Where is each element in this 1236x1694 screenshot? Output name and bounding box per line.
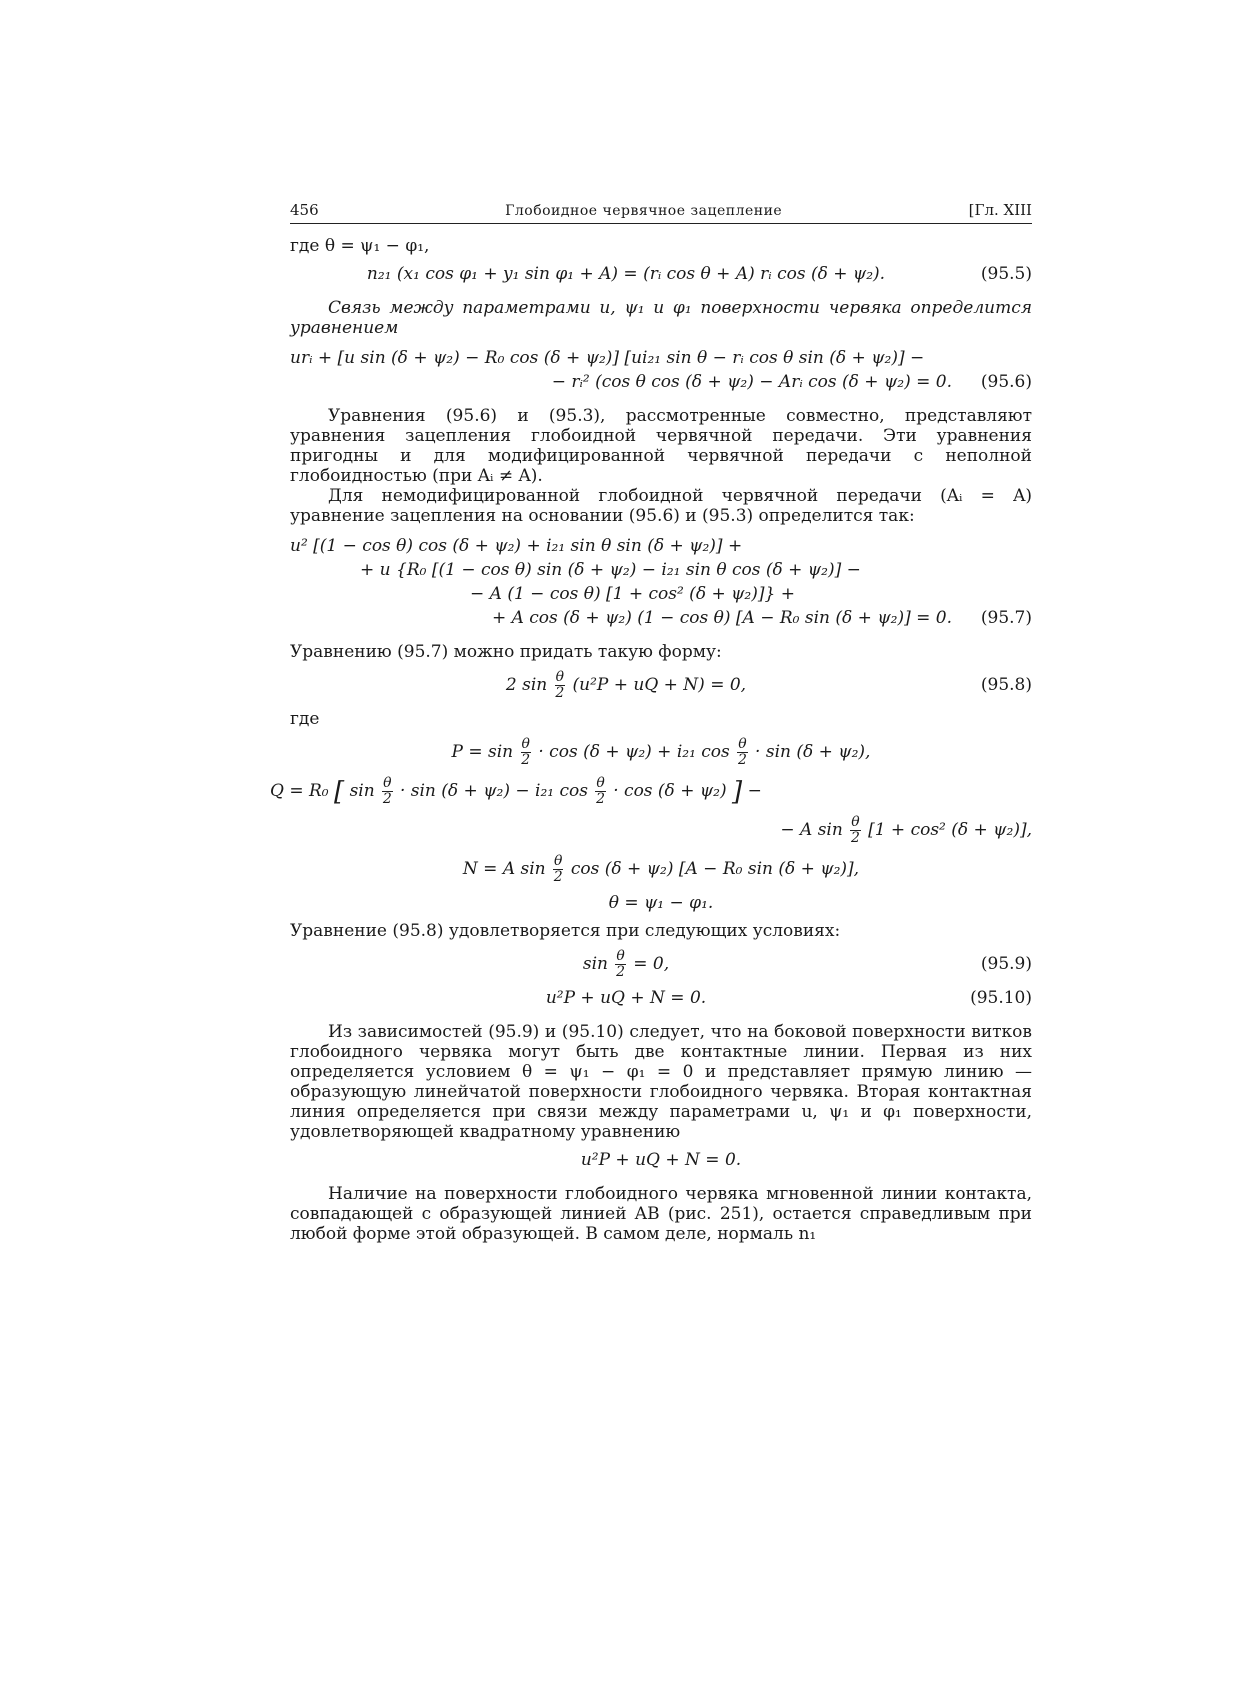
paragraph: Уравнения (95.6) и (95.3), рассмотренные совместно, представляют уравнения зацепления глобоидной червячной передачи. Эти уравнения пригодны и для модифицированной червячной передачи с неполной глобоидностью (при Aᵢ ≠ A). xyxy=(290,406,1032,486)
paragraph: Из зависимостей (95.9) и (95.10) следует, что на боковой поверхности витков глобоидного червяка могут быть две контактные линии. Первая из них определяется условием θ = ψ₁ − φ₁ = 0 и представляет прямую линию — образующую линейчатой поверхности глобоидного червяка. Вторая контактная линия определяется при связи между параметрами u, ψ₁ и φ₁ поверхности, удовлетворяющей квадратному уравнению xyxy=(290,1022,1032,1142)
equation-quadratic: u²P + uQ + N = 0. xyxy=(580,1150,742,1170)
intro-where: где θ = ψ₁ − φ₁, xyxy=(290,236,430,256)
equation-N: N = A sin $\frac{\theta}{2}$ cos (δ + ψ₂) [A − R₀ sin (δ + ψ₂)], xyxy=(462,853,860,885)
equation-95-9: sin $\frac{\theta}{2}$ = 0, (95.9) xyxy=(582,948,1032,980)
equation-95-10 xyxy=(290,988,1032,1008)
equation-line: + A cos (δ + ψ₂) (1 − cos θ) [A − R₀ sin (δ + ψ₂)] = 0. xyxy=(491,608,952,628)
fraction: $\frac{\theta}{2}$ xyxy=(616,948,626,980)
equation-line: u² [(1 − cos θ) cos (δ + ψ₂) + i₂₁ sin θ sin (δ + ψ₂)] + xyxy=(290,536,743,556)
running-title: Глобоидное червячное зацепление xyxy=(505,203,783,219)
equation-line: − rᵢ² (cos θ cos (δ + ψ₂) − Arᵢ cos (δ + ψ₂) = 0. xyxy=(551,372,952,392)
paragraph: Уравнению (95.7) можно придать такую форму: xyxy=(290,642,722,662)
equation-95-6 xyxy=(290,348,1032,392)
equation-number: (95.6) xyxy=(980,372,1032,392)
equation-95-8 xyxy=(290,670,1032,701)
equation-Q: Q = R₀ [ sin $\frac{\theta}{2}$ · sin (δ + ψ₂) − i₂₁ cos $\frac{\theta}{2}$ · cos (δ + ψ₂) ] − xyxy=(270,775,762,807)
equation-line: + u {R₀ [(1 − cos θ) sin (δ + ψ₂) − i₂₁ sin θ cos (δ + ψ₂)] − xyxy=(360,560,861,580)
paragraph: Для немодифицированной глобоидной червячной передачи (Aᵢ = A) уравнение зацепления на основании (95.6) и (95.3) определится так: xyxy=(290,486,1032,526)
equation-theta: θ = ψ₁ − φ₁. xyxy=(608,893,714,913)
equation-body: n₂₁ (x₁ cos φ₁ + y₁ sin φ₁ + A) = (rᵢ cos θ + A) rᵢ cos (δ + ψ₂). xyxy=(366,264,886,284)
equation-number: (95.10) xyxy=(970,988,1032,1008)
equation-P: P = sin $\frac{\theta}{2}$ · cos (δ + ψ₂) + i₂₁ cos $\frac{\theta}{2}$ · sin (δ + ψ₂), xyxy=(451,736,871,768)
equation-number: (95.7) xyxy=(980,608,1032,628)
fraction: $\frac{\theta}{2}$ xyxy=(555,669,565,701)
equation-number: (95.5) xyxy=(980,264,1032,284)
equation-Q-line2: − A sin $\frac{\theta}{2}$ [1 + cos² (δ + ψ₂)], xyxy=(780,814,1032,846)
paragraph: Наличие на поверхности глобоидного червяка мгновенной линии контакта, совпадающей с образующей линией AB (рис. 251), остается справедливым при любой форме этой образующей. В самом деле, нормаль n₁ xyxy=(290,1184,1032,1244)
fraction: $\frac{\theta}{2}$ xyxy=(737,736,747,768)
math-text: 2 sin xyxy=(505,675,548,695)
fraction: $\frac{\theta}{2}$ xyxy=(553,853,563,885)
fraction: $\frac{\theta}{2}$ xyxy=(521,736,531,768)
fraction: $\frac{\theta}{2}$ xyxy=(382,775,392,807)
book-page xyxy=(270,200,1032,1244)
equation-line: urᵢ + [u sin (δ + ψ₂) − R₀ cos (δ + ψ₂)] [ui₂₁ sin θ − rᵢ cos θ sin (δ + ψ₂)] − xyxy=(290,348,925,368)
fraction: $\frac{\theta}{2}$ xyxy=(850,814,860,846)
paragraph: Связь между параметрами u, ψ₁ и φ₁ поверхности червяка определится уравнением xyxy=(290,298,1032,338)
where-label: где xyxy=(290,709,320,729)
equation-number: (95.9) xyxy=(980,954,1032,974)
page-number: 456 xyxy=(290,201,319,219)
equation-number: (95.8) xyxy=(980,675,1032,695)
equation-line: − A (1 − cos θ) [1 + cos² (δ + ψ₂)]} + xyxy=(470,584,795,604)
math-text: (u²P + uQ + N) = 0, xyxy=(572,675,747,695)
paragraph: Уравнение (95.8) удовлетворяется при следующих условиях: xyxy=(290,921,841,941)
equation-body: u²P + uQ + N = 0. xyxy=(545,988,707,1008)
chapter-label: [Гл. XIII xyxy=(968,201,1032,219)
equation-95-5 xyxy=(290,264,1032,284)
equation-95-7 xyxy=(290,536,1032,628)
fraction: $\frac{\theta}{2}$ xyxy=(596,775,606,807)
page-header xyxy=(290,200,1032,224)
